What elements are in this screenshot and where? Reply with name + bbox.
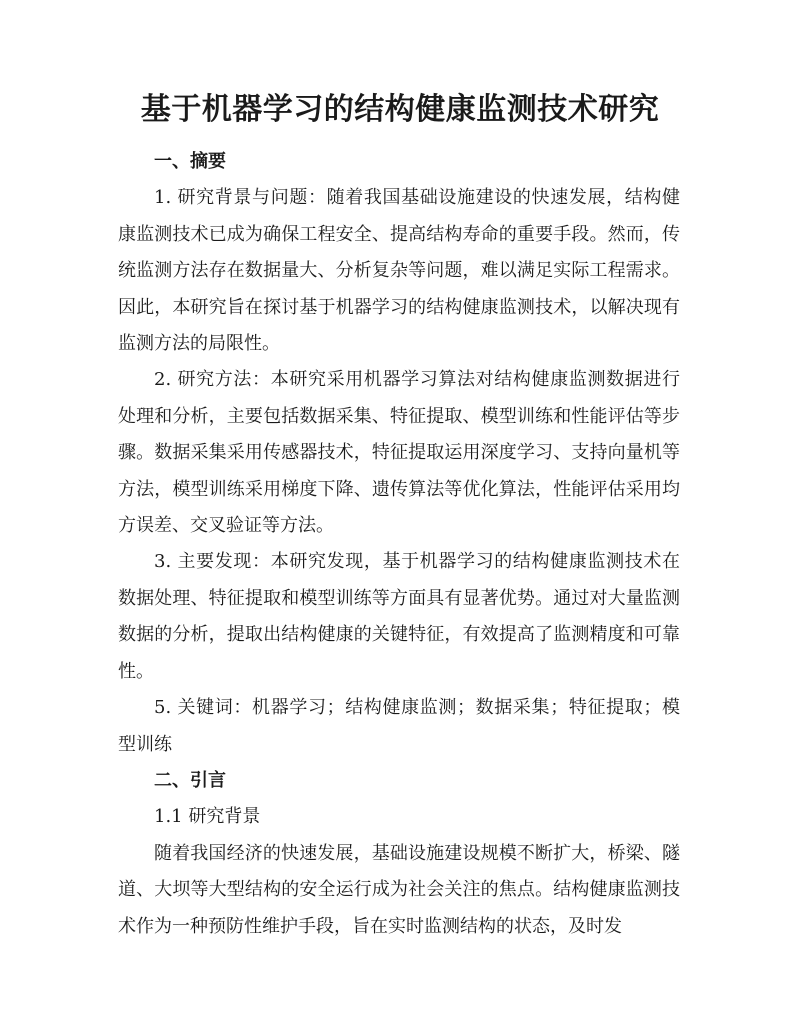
document-body <box>118 144 680 945</box>
paragraph-introduction: 随着我国经济的快速发展，基础设施建设规模不断扩大，桥梁、隧道、大坝等大型结构的安全运行成为社会关注的焦点。结构健康监测技术作为一种预防性维护手段，旨在实时监测结构的状态，及时发 <box>118 842 680 937</box>
subheading-research-background: 1.1 研究背景 <box>154 806 261 828</box>
paragraph-methods: 2. 研究方法：本研究采用机器学习算法对结构健康监测数据进行处理和分析，主要包括数据采集、特征提取、模型训练和性能评估等步骤。数据采集采用传感器技术，特征提取运用深度学习、支持向量机等方法，模型训练采用梯度下降、遗传算法等优化算法，性能评估采用均方误差、交叉验证等方法。 <box>118 369 680 537</box>
section-heading-abstract: 一、摘要 <box>154 151 226 172</box>
section-heading-introduction: 二、引言 <box>154 769 226 791</box>
paragraph-keywords: 5. 关键词：机器学习；结构健康监测；数据采集；特征提取；模型训练 <box>118 697 680 755</box>
paragraph-findings: 3. 主要发现：本研究发现，基于机器学习的结构健康监测技术在数据处理、特征提取和模型训练等方面具有显著优势。通过对大量监测数据的分析，提取出结构健康的关键特征，有效提高了监测精度和可靠性。 <box>118 551 680 682</box>
document-title: 基于机器学习的结构健康监测技术研究 <box>140 92 660 127</box>
paragraph-background: 1. 研究背景与问题：随着我国基础设施建设的快速发展，结构健康监测技术已成为确保工程安全、提高结构寿命的重要手段。然而，传统监测方法存在数据量大、分析复杂等问题，难以满足实际工程需求。因此，本研究旨在探讨基于机器学习的结构健康监测技术，以解决现有监测方法的局限性。 <box>118 187 680 355</box>
